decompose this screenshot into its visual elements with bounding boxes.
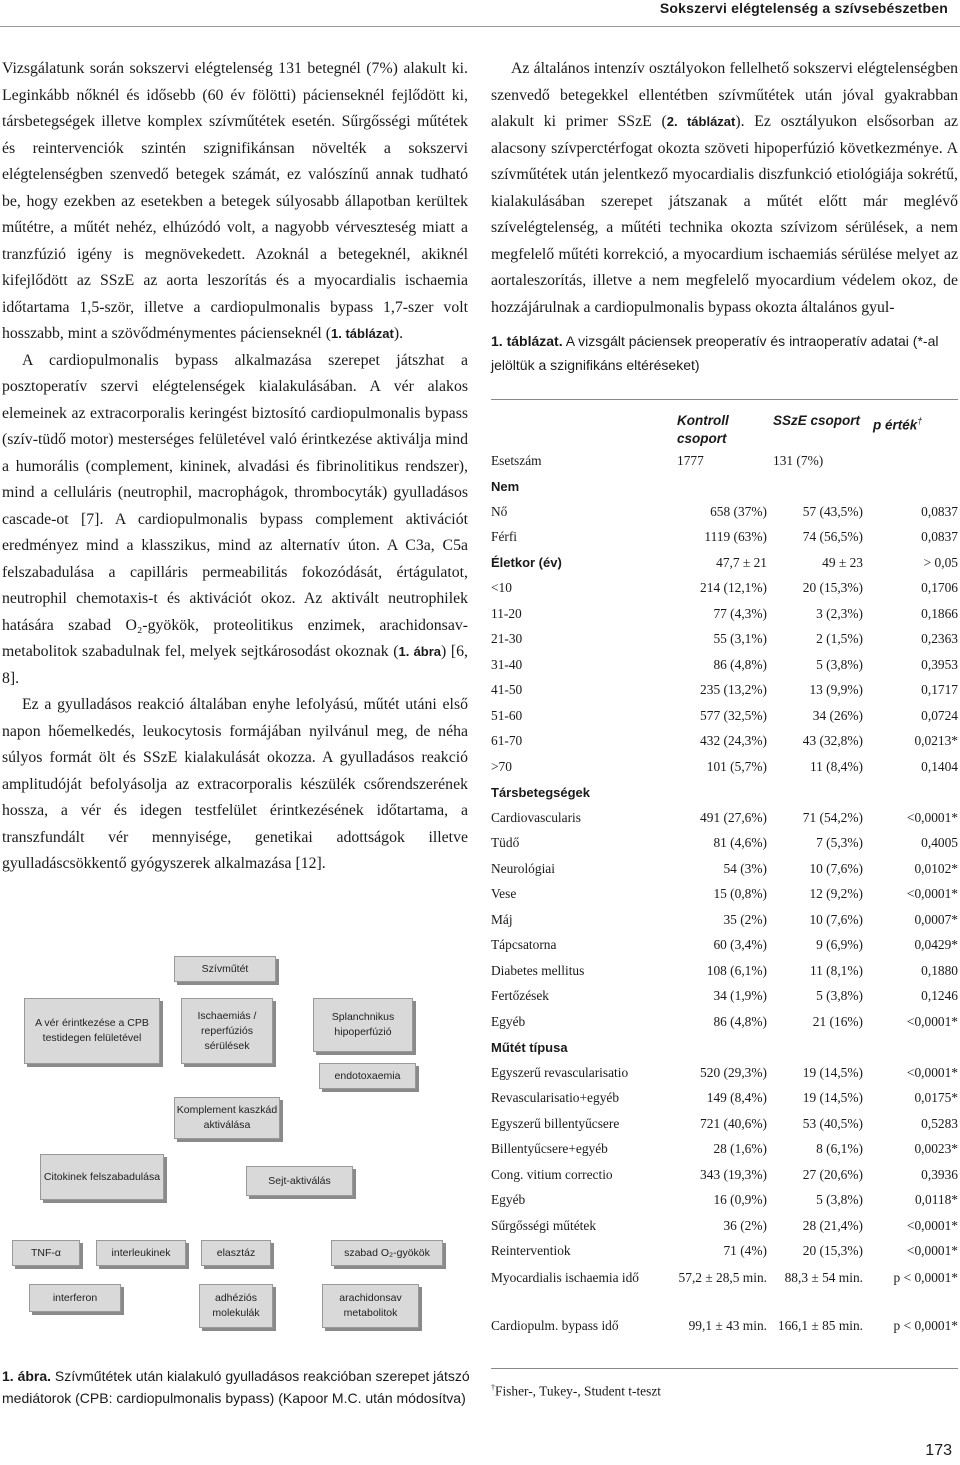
p-value: 0,5283 bbox=[921, 1115, 958, 1131]
row-label: Revascularisatio+egyéb bbox=[491, 1090, 620, 1106]
kontroll-value: 55 (3,1%) bbox=[713, 631, 767, 647]
row-label: 41-50 bbox=[491, 682, 523, 698]
p-value: 0,0023* bbox=[914, 1141, 958, 1157]
ssze-value: 20 (15,3%) bbox=[802, 580, 863, 596]
row-label: 11-20 bbox=[491, 605, 522, 621]
row-label: Myocardialis ischaemia idő bbox=[491, 1270, 639, 1285]
kontroll-value: 520 (29,3%) bbox=[700, 1064, 767, 1080]
p-value: 0,1246 bbox=[921, 988, 958, 1004]
ssze-value: 43 (32,8%) bbox=[802, 733, 863, 749]
patient-data-table bbox=[491, 406, 958, 1360]
table-header-p-ertek: p érték† bbox=[873, 416, 923, 433]
kontroll-value: 721 (40,6%) bbox=[700, 1115, 767, 1131]
table-row bbox=[491, 933, 958, 959]
box-komplement: Komplement kaszkád aktiválása bbox=[174, 1097, 280, 1139]
ssze-value: 19 (14,5%) bbox=[802, 1090, 863, 1106]
table-row bbox=[491, 1111, 958, 1137]
row-label: Neurológiai bbox=[491, 860, 555, 876]
ssze-value: 53 (40,5%) bbox=[802, 1115, 863, 1131]
table-row bbox=[491, 1239, 958, 1265]
p-value: 0,0724 bbox=[921, 707, 958, 723]
figure-caption: 1. ábra. Szívműtétek után kialakuló gyulladásos reakcióban szerepet játszó mediátorok (CPB: cardiopulmonalis bypass) (Kapoor M.C. után módosítva) bbox=[2, 1368, 470, 1406]
ssze-value: 19 (14,5%) bbox=[802, 1064, 863, 1080]
ssze-value: 57 (43,5%) bbox=[802, 503, 863, 519]
p-value: 0,0118* bbox=[914, 1192, 958, 1208]
header-divider bbox=[0, 26, 960, 27]
p-value: <0,0001* bbox=[906, 1013, 958, 1029]
p-value: 0,1866 bbox=[921, 605, 958, 621]
kontroll-value: 343 (19,3%) bbox=[700, 1166, 767, 1182]
ssze-value: 2 (1,5%) bbox=[816, 631, 863, 647]
kontroll-value: 86 (4,8%) bbox=[713, 656, 767, 672]
p-value bbox=[869, 780, 958, 806]
row-label: Műtét típusa bbox=[491, 1039, 568, 1055]
kontroll-value: 71 (4%) bbox=[723, 1243, 767, 1259]
p-value: 0,3953 bbox=[921, 656, 958, 672]
row-label: Fertőzések bbox=[491, 988, 550, 1004]
table-row bbox=[491, 907, 958, 933]
table-row bbox=[491, 525, 958, 551]
kontroll-value: 47,7 ± 21 bbox=[716, 554, 767, 570]
p-value: 0,1404 bbox=[921, 758, 958, 774]
table-reference: 1. táblázat bbox=[331, 326, 394, 341]
table-row bbox=[491, 1188, 958, 1214]
kontroll-value: 1119 (63%) bbox=[704, 529, 767, 545]
table-row bbox=[491, 729, 958, 755]
kontroll-value: 432 (24,3%) bbox=[700, 733, 767, 749]
kontroll-value: 658 (37%) bbox=[710, 503, 767, 519]
row-label: Reinterventiok bbox=[491, 1243, 571, 1259]
kontroll-value: 214 (12,1%) bbox=[700, 580, 767, 596]
row-label: Nem bbox=[491, 478, 520, 494]
table-reference: 2. táblázat bbox=[666, 114, 736, 129]
table-footnote: †Fisher-, Tukey-, Student t-teszt bbox=[491, 1383, 661, 1399]
kontroll-value: 54 (3%) bbox=[723, 860, 767, 876]
p-value: 0,0837 bbox=[921, 503, 958, 519]
p-value: > 0,05 bbox=[923, 554, 958, 570]
table-header-label bbox=[491, 406, 677, 448]
row-label: Billentyűcsere+egyéb bbox=[491, 1141, 608, 1157]
box-ver-erintkezese: A vér érintkezése a CPB testidegen felületével bbox=[24, 998, 160, 1064]
table-row bbox=[491, 958, 958, 984]
table-row bbox=[491, 474, 958, 500]
ssze-value bbox=[773, 1035, 869, 1061]
row-label: Életkor (év) bbox=[491, 555, 562, 571]
p-value: 0,3936 bbox=[921, 1166, 958, 1182]
ssze-value: 34 (26%) bbox=[812, 707, 863, 723]
p-value: 0,0102* bbox=[914, 860, 958, 876]
box-splanchnikus: Splanchnikus hipoperfúzió bbox=[313, 998, 413, 1052]
table-header-row bbox=[491, 406, 958, 448]
row-label: Egyszerű billentyűcsere bbox=[491, 1115, 620, 1131]
ssze-value: 27 (20,6%) bbox=[802, 1166, 863, 1182]
p-value bbox=[869, 1035, 958, 1061]
p-value: 0,1880 bbox=[921, 962, 958, 978]
row-label: Társbetegségek bbox=[491, 784, 590, 800]
row-label: Nő bbox=[491, 503, 508, 519]
kontroll-value: 1777 bbox=[677, 452, 704, 468]
box-szivmutet: Szívműtét bbox=[174, 956, 276, 982]
ssze-value: 11 (8,1%) bbox=[809, 962, 863, 978]
kontroll-value: 108 (6,1%) bbox=[706, 962, 767, 978]
ssze-value: 20 (15,3%) bbox=[802, 1243, 863, 1259]
box-citokinek: Citokinek felszabadulása bbox=[40, 1154, 164, 1200]
p-value: <0,0001* bbox=[906, 1064, 958, 1080]
table-row bbox=[491, 1312, 958, 1360]
p-value: p < 0,0001* bbox=[893, 1318, 958, 1333]
row-label: >70 bbox=[491, 758, 512, 774]
box-ischaemias: Ischaemiás / reperfúziós sérülések bbox=[181, 998, 273, 1064]
left-column bbox=[2, 56, 468, 878]
row-label: Tüdő bbox=[491, 835, 520, 851]
table-row bbox=[491, 1137, 958, 1163]
page-number: 173 bbox=[925, 1442, 952, 1459]
row-label: Férfi bbox=[491, 529, 518, 545]
table-row bbox=[491, 1035, 958, 1061]
kontroll-value: 99,1 ± 43 min. bbox=[688, 1318, 767, 1333]
right-column bbox=[491, 56, 958, 1399]
table-row bbox=[491, 703, 958, 729]
table-row bbox=[491, 1086, 958, 1112]
row-label: Sűrgősségi műtétek bbox=[491, 1217, 597, 1233]
row-label: Diabetes mellitus bbox=[491, 962, 585, 978]
ssze-value: 10 (7,6%) bbox=[809, 860, 863, 876]
kontroll-value: 35 (2%) bbox=[723, 911, 767, 927]
ssze-value: 12 (9,2%) bbox=[809, 886, 863, 902]
ssze-value: 9 (6,9%) bbox=[816, 937, 863, 953]
figure-reference: 1. ábra bbox=[398, 644, 442, 659]
ssze-value: 3 (2,3%) bbox=[816, 605, 863, 621]
kontroll-value: 36 (2%) bbox=[723, 1217, 767, 1233]
box-arachidonsav: arachidonsav metabolitok bbox=[322, 1284, 419, 1328]
p-value: <0,0001* bbox=[906, 1243, 958, 1259]
table-row bbox=[491, 831, 958, 857]
left-paragraph-2: A cardiopulmonalis bypass alkalmazása szerepet játszhat a posztoperatív szervi elégtelenségek kialakulásában. A vér alakos elemeinek az extracorporalis keringést biztosító cardiopulmonalis bypass (szív-tüdő motor) mesterséges felületével való érintkezése aktiválja mind a humorális (complement, kininek, alvadási és fibrinolitikus rendszer), mind a celluláris (neutrophil, macrophágok, thrombocyták) gyulladásos cascade-ot [7]. A cardiopulmonalis bypass complement aktivációt eredményez mind a klasszikus, mind az alternatív úton. A C3a, C5a felszabadulása a capilláris permeabilitás fokozódását, értágulatot, neutrophil chemotaxis-t és aktivációt okoz. Az aktivált neutrophilek hatására szabad O₂-gyökök, proteolitikus enzimek, arachidonsav-metabolitok szabadulnak fel, melyek sejtkárosodást okoznak (1. ábra) [6, 8]. bbox=[2, 351, 468, 687]
kontroll-value bbox=[677, 780, 773, 806]
ssze-value: 5 (3,8%) bbox=[816, 988, 863, 1004]
p-value: 0,1706 bbox=[921, 580, 958, 596]
row-label: 51-60 bbox=[491, 707, 523, 723]
kontroll-value: 15 (0,8%) bbox=[713, 886, 767, 902]
row-label: <10 bbox=[491, 580, 512, 596]
table-row bbox=[491, 1264, 958, 1312]
row-label: Tápcsatorna bbox=[491, 937, 557, 953]
row-label: Máj bbox=[491, 911, 513, 927]
kontroll-value: 28 (1,6%) bbox=[713, 1141, 767, 1157]
ssze-value: 49 ± 23 bbox=[822, 554, 863, 570]
kontroll-value: 86 (4,8%) bbox=[713, 1013, 767, 1029]
box-adhezios: adhéziós molekulák bbox=[199, 1284, 273, 1328]
p-value: 0,1717 bbox=[921, 682, 958, 698]
table-row bbox=[491, 448, 958, 474]
p-value: 0,2363 bbox=[921, 631, 958, 647]
p-value: <0,0001* bbox=[906, 886, 958, 902]
table-row bbox=[491, 678, 958, 704]
ssze-value: 11 (8,4%) bbox=[809, 758, 863, 774]
table-row bbox=[491, 780, 958, 806]
kontroll-value: 101 (5,7%) bbox=[706, 758, 767, 774]
box-elasztaz: elasztáz bbox=[201, 1240, 271, 1266]
ssze-value: 28 (21,4%) bbox=[802, 1217, 863, 1233]
kontroll-value: 149 (8,4%) bbox=[706, 1090, 767, 1106]
table-row bbox=[491, 550, 958, 576]
p-value: 0,0837 bbox=[921, 529, 958, 545]
ssze-value bbox=[773, 474, 869, 500]
ssze-value: 7 (5,3%) bbox=[816, 835, 863, 851]
row-label: 61-70 bbox=[491, 733, 523, 749]
p-value: <0,0001* bbox=[906, 1217, 958, 1233]
ssze-value: 5 (3,8%) bbox=[816, 1192, 863, 1208]
box-endotoxaemia: endotoxaemia bbox=[319, 1063, 416, 1089]
table-row bbox=[491, 1060, 958, 1086]
ssze-value: 88,3 ± 54 min. bbox=[784, 1270, 863, 1285]
table-row bbox=[491, 984, 958, 1010]
ssze-value: 5 (3,8%) bbox=[816, 656, 863, 672]
table-row bbox=[491, 652, 958, 678]
right-paragraph-1: Az általános intenzív osztályokon fellelhető sokszervi elégtelenségben szenvedő betegekkel ellentétben szívműtétek után jóval gyakrabban alakult ki primer SSzE (2. táblázat). Ez osztályukon elsősorban az alacsony szívperctérfogat okozta szöveti hipoperfúzió következménye. A szívműtétek után jelentkező myocardialis diszfunkció etiológiája sokrétű, kialakulásában szerepet játszanak a műtét előtt már meglévő szívelégtelenség, a műtéti technika okozta szívizom sérülések, a nem megfelelő műtéti korrekció, a myocardium ischaemiás sérülése melyet az aortaleszorítás, illetve a nem megfelelő myocardium védelem okoz, de hozzájárulnak a cardiopulmonalis bypass okozta általános gyul- bbox=[491, 60, 959, 316]
kontroll-value: 16 (0,9%) bbox=[713, 1192, 767, 1208]
table-bottom-rule bbox=[491, 1368, 958, 1369]
box-interferon: interferon bbox=[29, 1284, 121, 1312]
kontroll-value: 235 (13,2%) bbox=[700, 682, 767, 698]
kontroll-value: 491 (27,6%) bbox=[700, 809, 767, 825]
row-label: Esetszám bbox=[491, 452, 542, 468]
p-value: 0,0213* bbox=[914, 733, 958, 749]
p-value: 0,4005 bbox=[921, 835, 958, 851]
kontroll-value bbox=[677, 474, 773, 500]
ssze-value: 166,1 ± 85 min. bbox=[777, 1318, 863, 1333]
row-label: Vese bbox=[491, 886, 517, 902]
kontroll-value: 34 (1,9%) bbox=[713, 988, 767, 1004]
p-value: <0,0001* bbox=[906, 809, 958, 825]
row-label: Egyéb bbox=[491, 1192, 526, 1208]
ssze-value: 21 (16%) bbox=[812, 1013, 863, 1029]
ssze-value: 10 (7,6%) bbox=[809, 911, 863, 927]
table-caption: 1. táblázat. A vizsgált páciensek preoperatív és intraoperatív adatai (*-al jelöltük a szignifikáns eltéréseket) bbox=[491, 333, 939, 373]
figure-inflammation-diagram bbox=[4, 944, 466, 1344]
box-szabad-o2: szabad O₂-gyökök bbox=[331, 1240, 443, 1266]
table-row bbox=[491, 627, 958, 653]
running-header: Sokszervi elégtelenség a szívsebészetben bbox=[659, 0, 948, 16]
ssze-value: 71 (54,2%) bbox=[802, 809, 863, 825]
row-label: Egyéb bbox=[491, 1013, 526, 1029]
p-value bbox=[869, 448, 958, 474]
ssze-value: 8 (6,1%) bbox=[816, 1141, 863, 1157]
row-label: Egyszerű revascularisatio bbox=[491, 1064, 629, 1080]
left-paragraph-3: Ez a gyulladásos reakció általában enyhe lefolyású, műtét utáni első napon hőemelkedés, leukocytosis formájában nyilvánul meg, de néha súlyos formát ölt és SSzE kialakulását okozza. A gyulladásos reakció amplitudóját befolyásolja az extracorporalis készülék csőrendszerének hossza, a vér és idegen testfelület érintkezésének időtartama, a transzfundált vér mennyisége, genetikai adottságok illetve gyulladáscsökkentő gyógyszerek alkalmazása [12]. bbox=[2, 696, 468, 872]
table-row bbox=[491, 856, 958, 882]
kontroll-value: 77 (4,3%) bbox=[713, 605, 767, 621]
box-sejt-aktivalas: Sejt-aktiválás bbox=[246, 1166, 353, 1196]
kontroll-value: 81 (4,6%) bbox=[713, 835, 767, 851]
table-top-rule bbox=[491, 399, 958, 400]
table-row bbox=[491, 601, 958, 627]
p-value bbox=[869, 474, 958, 500]
p-value: 0,0429* bbox=[914, 937, 958, 953]
ssze-value bbox=[773, 780, 869, 806]
kontroll-value: 57,2 ± 28,5 min. bbox=[678, 1270, 767, 1285]
p-value: 0,0175* bbox=[914, 1090, 958, 1106]
table-row bbox=[491, 754, 958, 780]
box-tnf-alpha: TNF-α bbox=[12, 1240, 80, 1266]
table-body bbox=[491, 448, 958, 1360]
row-label: Cardiopulm. bypass idő bbox=[491, 1318, 619, 1333]
table-row bbox=[491, 1162, 958, 1188]
kontroll-value: 60 (3,4%) bbox=[713, 937, 767, 953]
table-row bbox=[491, 805, 958, 831]
table-row bbox=[491, 1009, 958, 1035]
kontroll-value: 577 (32,5%) bbox=[700, 707, 767, 723]
p-value: p < 0,0001* bbox=[893, 1270, 958, 1285]
table-row bbox=[491, 576, 958, 602]
left-paragraph-1: Vizsgálatunk során sokszervi elégtelenség 131 betegnél (7%) alakult ki. Leginkább nőknél és idősebb (60 év fölötti) pácienseknél fejlődött ki, társbetegségek illetve komplex szívműtétek esetén. Sűrgősségi műtétek és reintervenciók szintén szignifikánsan növelték a sokszervi elégtelenségben szenvedő betegek számát, ez valószínű annak tudható be, hogy ezekben az esetekben a betegek súlyosabb állapotban kerültek műtétre, a műtét nehéz, elhúzódó volt, a nagyobb vérveszteség miatt a tranzfúzió igény is megnövekedett. Azoknál a betegeknél, akiknél kifejlődött az SSzE az aorta leszorítás és a myocardialis ischaemia időtartama 1,5-ször, illetve a cardiopulmonalis bypass 1,7-szer volt hosszabb, mint a szövődménymentes pácienseknél (1. táblázat). bbox=[2, 60, 468, 342]
kontroll-value bbox=[677, 1035, 773, 1061]
table-row bbox=[491, 1213, 958, 1239]
row-label: 21-30 bbox=[491, 631, 523, 647]
table-header-ssze: SSzE csoport bbox=[773, 413, 861, 428]
box-interleukinek: interleukinek bbox=[96, 1240, 186, 1266]
ssze-value: 74 (56,5%) bbox=[802, 529, 863, 545]
ssze-value: 13 (9,9%) bbox=[809, 682, 863, 698]
ssze-value: 131 (7%) bbox=[773, 452, 824, 468]
row-label: Cardiovascularis bbox=[491, 809, 581, 825]
table-row bbox=[491, 499, 958, 525]
p-value: 0,0007* bbox=[914, 911, 958, 927]
table-row bbox=[491, 882, 958, 908]
table-header-kontroll: Kontroll csoport bbox=[677, 413, 729, 446]
row-label: Cong. vitium correctio bbox=[491, 1166, 613, 1182]
row-label: 31-40 bbox=[491, 656, 523, 672]
